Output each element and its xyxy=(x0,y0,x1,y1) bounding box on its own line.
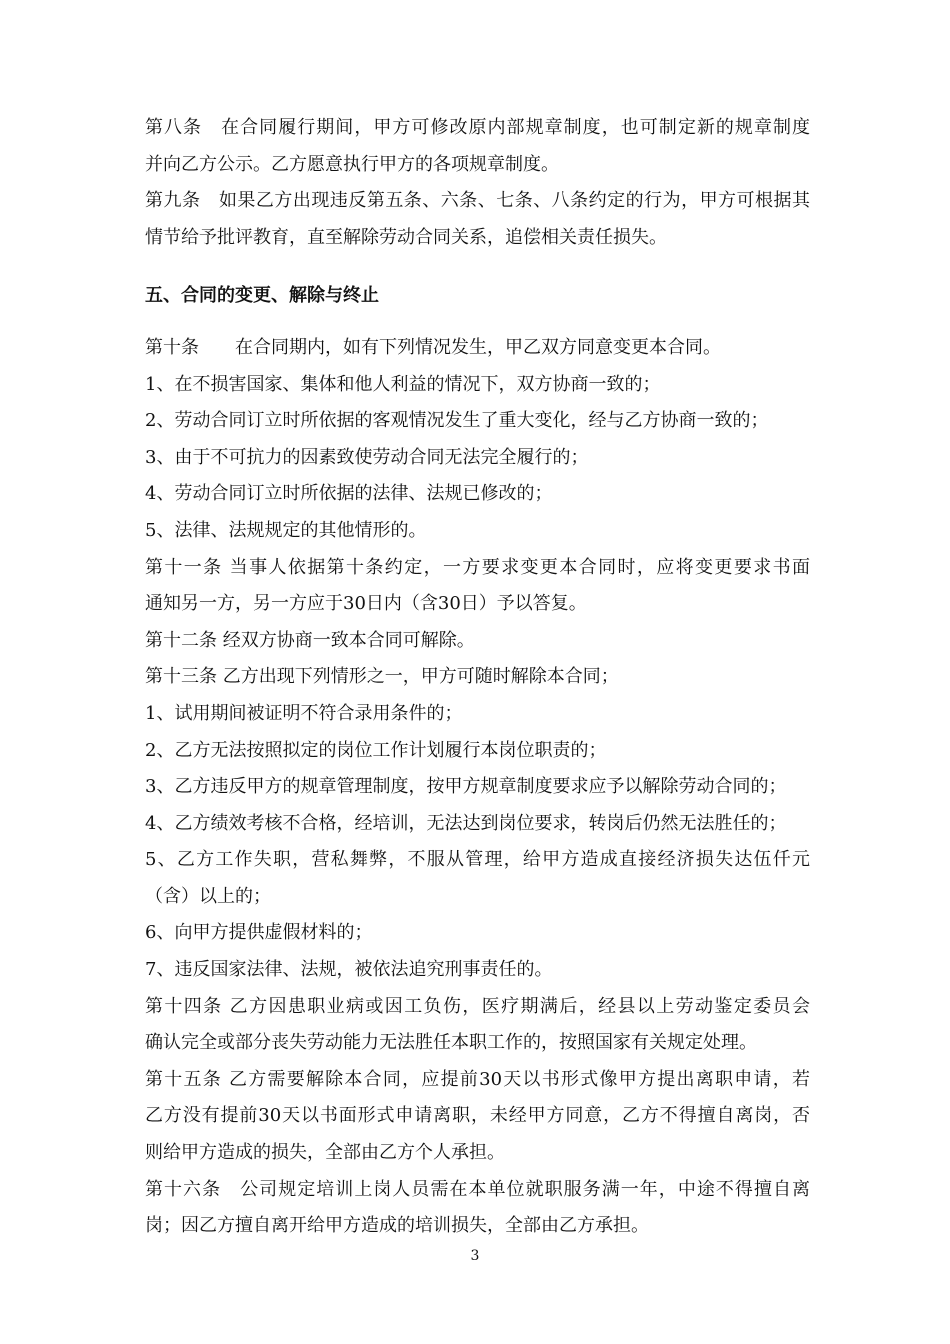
article-13 xyxy=(145,659,810,988)
text-line: 第十四条 乙方因患职业病或因工负伤，医疗期满后，经县以上劳动鉴定委员会 xyxy=(145,995,810,1017)
article-15 xyxy=(145,1062,810,1172)
list-item-continuation: （含）以上的； xyxy=(145,885,271,907)
article-12: 第十二条 经双方协商一致本合同可解除。 xyxy=(145,629,475,651)
text-line: 第十六条 公司规定培训上岗人员需在本单位就职服务满一年，中途不得擅自离 xyxy=(145,1178,810,1200)
list-item: 5、法律、法规规定的其他情形的。 xyxy=(145,519,427,541)
text-line: 情节给予批评教育，直至解除劳动合同关系，追偿相关责任损失。 xyxy=(145,226,667,248)
article-10 xyxy=(145,330,810,550)
article-title: 第十三条 乙方出现下列情形之一，甲方可随时解除本合同； xyxy=(145,666,619,688)
article-8 xyxy=(145,110,810,183)
article-9 xyxy=(145,183,810,256)
list-item: 2、劳动合同订立时所依据的客观情况发生了重大变化，经与乙方协商一致的； xyxy=(145,410,769,432)
text-line: 则给甲方造成的损失，全部由乙方个人承担。 xyxy=(145,1142,505,1164)
list-item: 4、乙方绩效考核不合格，经培训，无法达到岗位要求，转岗后仍然无法胜任的； xyxy=(145,812,787,834)
list-item: 5、乙方工作失职，营私舞弊，不服从管理，给甲方造成直接经济损失达伍仟元 xyxy=(145,849,810,871)
list-item: 3、由于不可抗力的因素致使劳动合同无法完全履行的； xyxy=(145,446,589,468)
text-line: 第八条 在合同履行期间，甲方可修改原内部规章制度，也可制定新的规章制度 xyxy=(145,117,810,138)
text-line: 并向乙方公示。乙方愿意执行甲方的各项规章制度。 xyxy=(145,153,559,175)
list-item: 4、劳动合同订立时所依据的法律、法规已修改的； xyxy=(145,483,553,505)
list-item: 7、违反国家法律、法规，被依法追究刑事责任的。 xyxy=(145,959,553,981)
article-16 xyxy=(145,1172,810,1245)
list-item: 1、试用期间被证明不符合录用条件的； xyxy=(145,702,463,724)
article-title: 第十条 在合同期内，如有下列情况发生，甲乙双方同意变更本合同。 xyxy=(145,336,721,358)
text-line: 第十五条 乙方需要解除本合同，应提前30天以书形式像甲方提出离职申请，若 xyxy=(145,1068,810,1090)
page-number: 3 xyxy=(470,1248,480,1264)
list-item: 6、向甲方提供虚假材料的； xyxy=(145,922,373,944)
text-line: 第十一条 当事人依据第十条约定，一方要求变更本合同时，应将变更要求书面 xyxy=(145,556,810,578)
section-heading: 五、合同的变更、解除与终止 xyxy=(145,285,379,307)
article-11 xyxy=(145,550,810,623)
text-line: 岗；因乙方擅自离开给甲方造成的培训损失，全部由乙方承担。 xyxy=(145,1215,649,1237)
text-line: 确认完全或部分丧失劳动能力无法胜任本职工作的，按照国家有关规定处理。 xyxy=(145,1032,757,1054)
list-item: 1、在不损害国家、集体和他人利益的情况下，双方协商一致的； xyxy=(145,373,661,395)
list-item: 2、乙方无法按照拟定的岗位工作计划履行本岗位职责的； xyxy=(145,739,607,761)
list-item: 3、乙方违反甲方的规章管理制度，按甲方规章制度要求应予以解除劳动合同的； xyxy=(145,776,787,798)
article-14 xyxy=(145,989,810,1062)
text-line: 第九条 如果乙方出现违反第五条、六条、七条、八条约定的行为，甲方可根据其 xyxy=(145,190,810,212)
text-line: 通知另一方，另一方应于30日内（含30日）予以答复。 xyxy=(145,593,587,615)
text-line: 乙方没有提前30天以书面形式申请离职，未经甲方同意，乙方不得擅自离岗，否 xyxy=(145,1105,810,1127)
document-body xyxy=(145,110,810,1245)
